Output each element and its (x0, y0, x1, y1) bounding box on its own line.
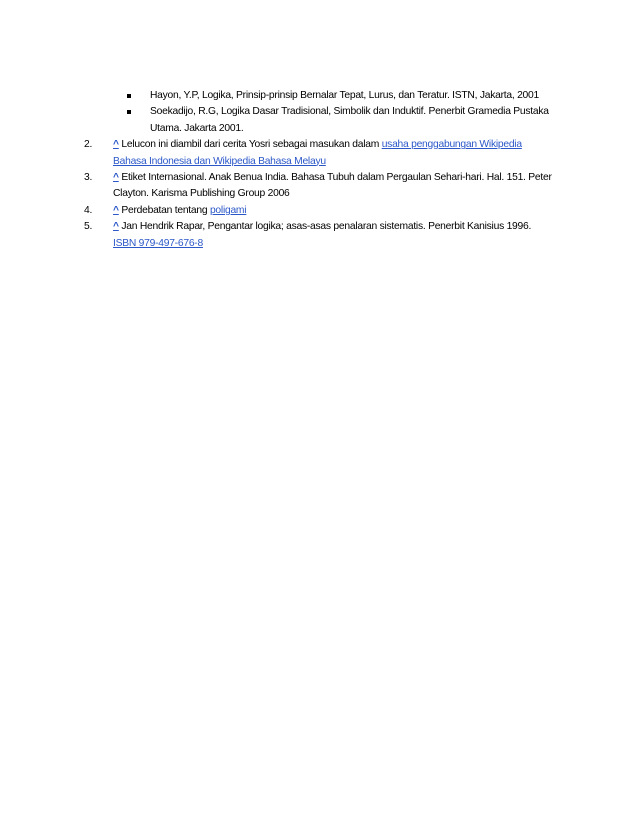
footnote-item (84, 219, 556, 252)
references-section (84, 88, 556, 252)
footnote-backlink[interactable]: ^ (113, 172, 119, 184)
reference-sub-item (150, 88, 556, 104)
footnote-text: Perdebatan tentang (118, 204, 210, 216)
footnote-link-isbn[interactable]: ISBN 979-497-676-8 (113, 237, 203, 249)
footnote-item (84, 170, 556, 203)
footnote-text: Etiket Internasional. Anak Benua India. Bahasa Tubuh dalam Pergaulan Sehari-hari. Hal. 151. Peter Clayton. Karisma Publishing Group 2006 (113, 172, 552, 200)
reference-sub-item (150, 104, 556, 137)
footnote-backlink[interactable]: ^ (113, 221, 119, 233)
reference-sub-item-text: Hayon, Y.P, Logika, Prinsip-prinsip Bernalar Tepat, Lurus, dan Teratur. ISTN, Jakarta, 2001 (150, 90, 539, 101)
square-bullet-icon (127, 94, 131, 98)
footnote-number: 3. (84, 172, 93, 184)
footnote-backlink[interactable]: ^ (113, 204, 119, 216)
footnote-number: 4. (84, 204, 93, 216)
reference-sub-item-text: Soekadijo, R.G, Logika Dasar Tradisional, Simbolik dan Induktif. Penerbit Gramedia Pustaka Utama. Jakarta 2001. (150, 106, 549, 134)
footnote-link-usaha-penggabungan[interactable]: usaha penggabungan Wikipedia Bahasa Indonesia dan Wikipedia Bahasa Melayu (113, 139, 522, 167)
reference-sub-list (84, 88, 556, 137)
footnote-item (84, 137, 556, 170)
footnote-text: Jan Hendrik Rapar, Pengantar logika; asas-asas penalaran sistematis. Penerbit Kanisius 1996. (118, 221, 532, 233)
footnote-number: 2. (84, 139, 93, 151)
footnote-text: Lelucon ini diambil dari cerita Yosri sebagai masukan dalam (118, 139, 382, 151)
square-bullet-icon (127, 110, 131, 114)
footnote-number: 5. (84, 221, 93, 233)
footnote-backlink[interactable]: ^ (113, 139, 119, 151)
footnote-link-poligami[interactable]: poligami (209, 204, 247, 216)
footnote-list (84, 137, 556, 252)
footnote-item (84, 203, 556, 219)
